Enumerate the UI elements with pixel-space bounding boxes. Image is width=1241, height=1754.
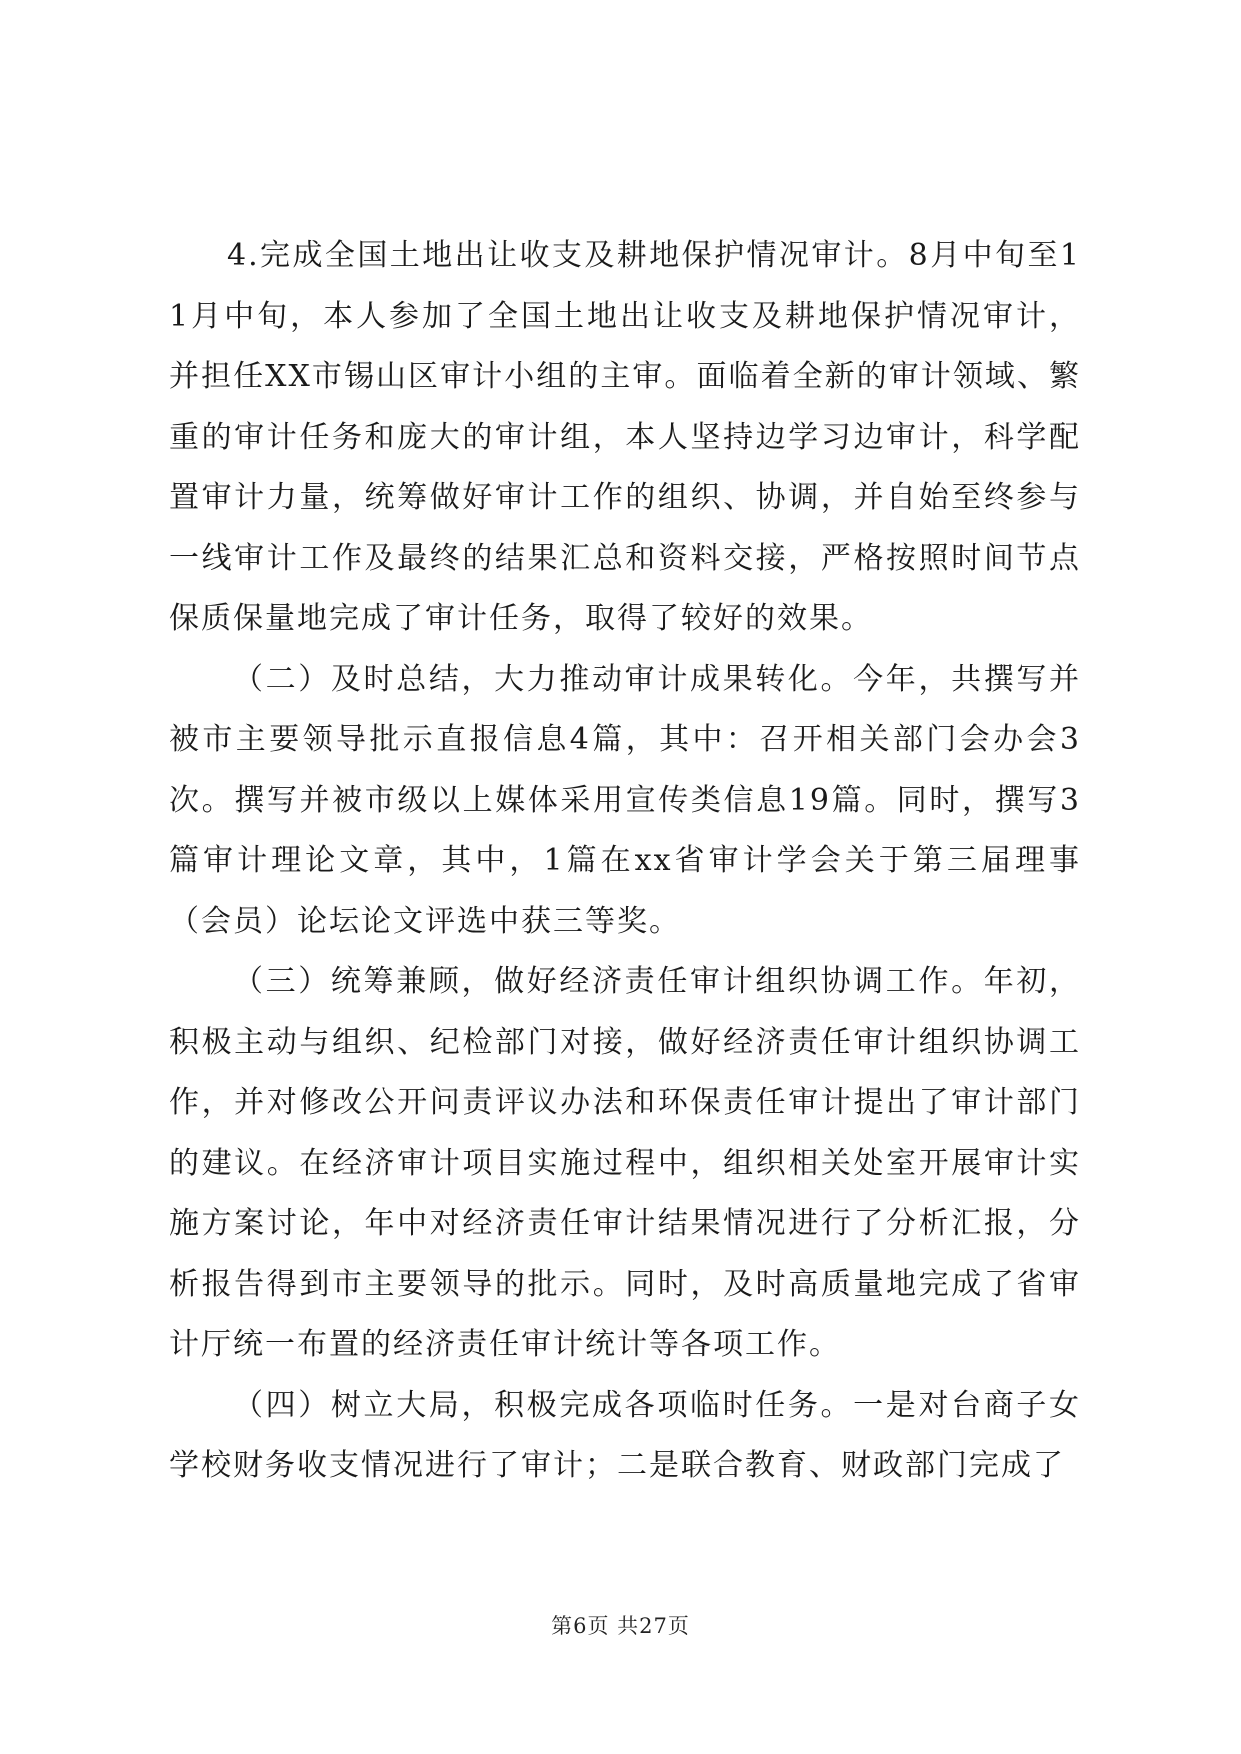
document-body — [169, 226, 1081, 1497]
paragraph-audit-results: （二）及时总结，大力推动审计成果转化。今年，共撰写并被市主要领导批示直报信息4篇，其中：召开相关部门会办会3次。撰写并被市级以上媒体采用宣传类信息19篇。同时，撰写3篇审计理论文章，其中，1篇在xx省审计学会关于第三届理事（会员）论坛论文评选中获三等奖。 — [169, 661, 1081, 939]
paragraph-temporary-tasks: （四）树立大局，积极完成各项临时任务。一是对台商子女学校财务收支情况进行了审计；二是联合教育、财政部门完成了 — [169, 1387, 1081, 1483]
paragraph-land-audit: 4.完成全国土地出让收支及耕地保护情况审计。8月中旬至11月中旬，本人参加了全国土地出让收支及耕地保护情况审计，并担任XX市锡山区审计小组的主审。面临着全新的审计领域、繁重的审计任务和庞大的审计组，本人坚持边学习边审计，科学配置审计力量，统筹做好审计工作的组织、协调，并自始至终参与一线审计工作及最终的结果汇总和资料交接，严格按照时间节点保质保量地完成了审计任务，取得了较好的效果。 — [169, 238, 1081, 636]
page-number-footer: 第6页 共27页 — [551, 1614, 690, 1638]
paragraph-economic-responsibility: （三）统筹兼顾，做好经济责任审计组织协调工作。年初，积极主动与组织、纪检部门对接，做好经济责任审计组织协调工作，并对修改公开问责评议办法和环保责任审计提出了审计部门的建议。在经济审计项目实施过程中，组织相关处室开展审计实施方案讨论，年中对经济责任审计结果情况进行了分析汇报，分析报告得到市主要领导的批示。同时，及时高质量地完成了省审计厅统一布置的经济责任审计统计等各项工作。 — [169, 964, 1081, 1362]
